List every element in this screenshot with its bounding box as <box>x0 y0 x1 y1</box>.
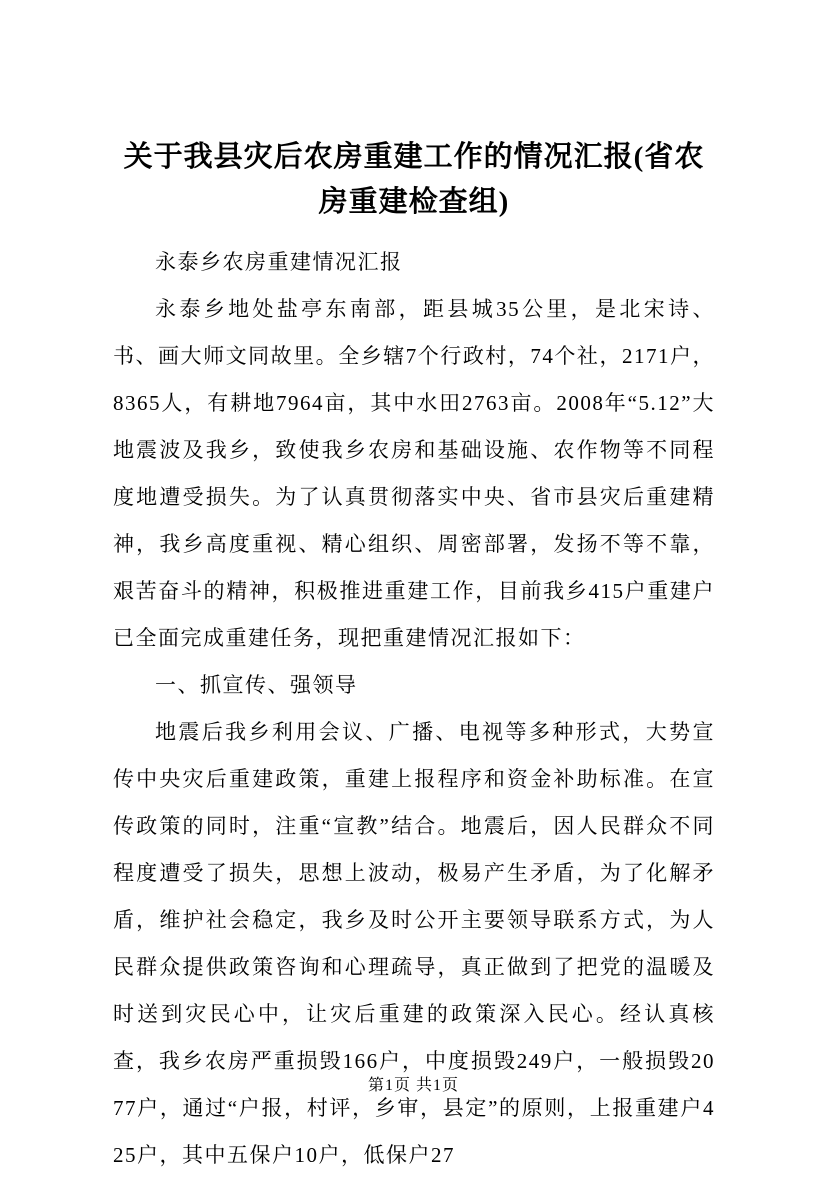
page-footer <box>0 1072 827 1095</box>
paragraph-intro: 永泰乡地处盐亭东南部，距县城35公里，是北宋诗、书、画大师文同故里。全乡辖7个行政村，74个社，2171户，8365人，有耕地7964亩，其中水田2763亩。2008年“5.12”大地震波及我乡，致使我乡农房和基础设施、农作物等不同程度地遭受损失。为了认真贯彻落实中央、省市县灾后重建精神，我乡高度重视、精心组织、周密部署，发扬不等不靠，艰苦奋斗的精神，积极推进重建工作，目前我乡415户重建户已全面完成重建任务，现把重建情况汇报如下： <box>113 296 715 650</box>
document-content <box>113 135 715 1179</box>
page-number-text: 第1页 共1页 <box>367 1077 459 1094</box>
paragraph-subtitle: 永泰乡农房重建情况汇报 <box>155 249 403 274</box>
paragraph-body: 地震后我乡利用会议、广播、电视等多种形式，大势宣传中央灾后重建政策，重建上报程序和资金补助标准。在宣传政策的同时，注重“宣教”结合。地震后，因人民群众不同程度遭受了损失，思想上波动，极易产生矛盾，为了化解矛盾，维护社会稳定，我乡及时公开主要领导联系方式，为人民群众提供政策咨询和心理疏导，真正做到了把党的温暖及时送到灾民心中，让灾后重建的政策深入民心。经认真核查，我乡农房严重损毁166户，中度损毁249户，一般损毁2077户，通过“户报，村评，乡审，县定”的原则，上报重建户425户，其中五保户10户，低保户27 <box>113 719 715 1167</box>
paragraph-section-heading: 一、抓宣传、强领导 <box>155 672 358 697</box>
document-title: 关于我县灾后农房重建工作的情况汇报(省农房重建检查组) <box>123 141 705 218</box>
